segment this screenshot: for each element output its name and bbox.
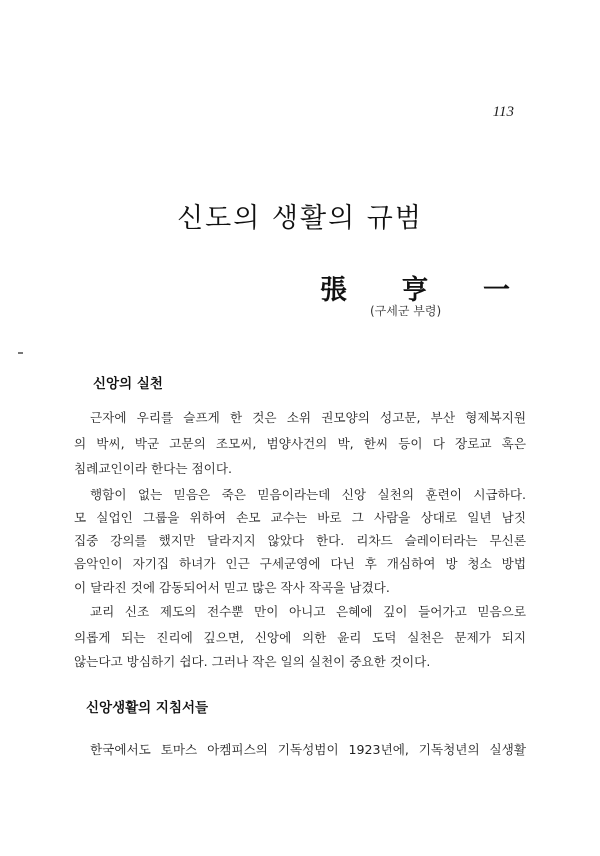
page-number: 113	[492, 104, 514, 120]
body-line: 행함이 없는 믿음은 죽은 믿음이라는데 신앙 실천의 훈련이 시급하다.	[90, 487, 526, 502]
body-line: 집중 강의를 했지만 달라지지 않았다 한다. 리차드 슬레이터라는 무신론	[74, 533, 526, 548]
author-char: 亨	[401, 275, 429, 306]
author-char: 一	[483, 275, 510, 306]
body-line: 의롭게 되는 진리에 깊으면, 신앙에 의한 윤리 도덕 실천은 문제가 되지	[74, 630, 526, 645]
article-title: 신도의 생활의 규범	[177, 203, 423, 234]
section-heading: 신앙생활의 지침서들	[86, 700, 209, 716]
author-affiliation: (구세군 부령)	[370, 304, 442, 318]
body-line: 교리 신조 제도의 전수뿐 만이 아니고 은혜에 깊이 들어가고 믿음으로	[90, 604, 526, 619]
body-line: 모 실업인 그룹을 위하여 손모 교수는 바로 그 사람을 상대로 일년 남짓	[74, 510, 526, 525]
body-line: 한국에서도 토마스 아켐피스의 기독성범이 1923년에, 기독청년의 실생활	[90, 742, 526, 757]
body-line: 침례교인이라 한다는 점이다.	[74, 461, 232, 476]
body-line: 의 박씨, 박군 고문의 조모씨, 범양사건의 박, 한씨 등이 다 장로교 혹은	[74, 436, 526, 451]
scan-speck	[18, 352, 23, 354]
author-char: 張	[320, 275, 347, 306]
body-line: 근자에 우리를 슬프게 한 것은 소위 권모양의 성고문, 부산 형제복지원	[90, 410, 526, 425]
body-line: 음악인이 자기집 하녀가 인근 구세군영에 다닌 후 개심하여 방 청소 방법	[74, 556, 526, 571]
section-heading: 신앙의 실천	[93, 376, 163, 392]
body-line: 이 달라진 것에 감동되어서 믿고 많은 작사 작곡을 남겼다.	[74, 580, 390, 595]
body-line: 않는다고 방심하기 쉽다. 그러나 작은 일의 실천이 중요한 것이다.	[74, 654, 431, 669]
